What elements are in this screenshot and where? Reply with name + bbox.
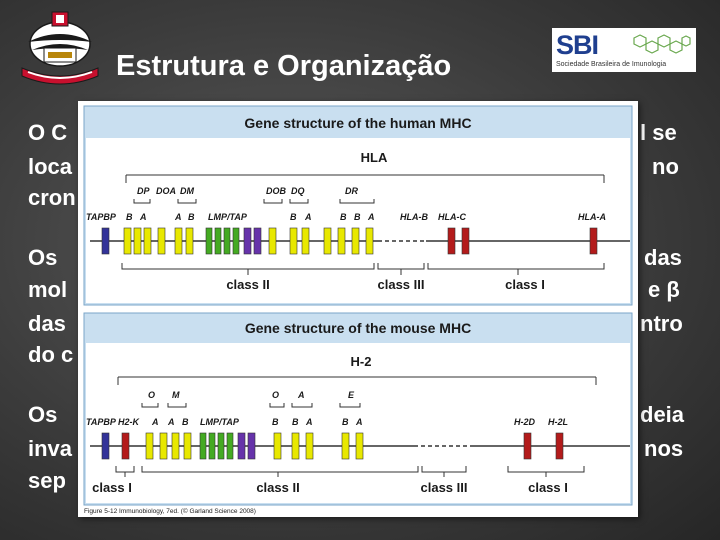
- gene-label: LMP/TAP: [208, 212, 247, 222]
- gene-group-label: M: [172, 390, 180, 400]
- gene-block-tapbp: [102, 228, 109, 254]
- gene-label: H-2L: [548, 417, 568, 427]
- gene-group-label: E: [348, 390, 355, 400]
- class-label: class I: [528, 480, 568, 495]
- gene-group-label: DR: [345, 186, 358, 196]
- gene-group-label: DM: [180, 186, 194, 196]
- gene-label: B: [340, 212, 347, 222]
- body-text-fragment: do c: [28, 342, 74, 367]
- body-text-fragment: sep: [28, 468, 66, 493]
- gene-group-label: O: [272, 390, 280, 400]
- gene-label: A: [305, 212, 312, 222]
- body-text-fragment: inva: [28, 436, 73, 461]
- gene-label: TAPBP: [86, 212, 116, 222]
- mhc-figure: [78, 101, 638, 517]
- molecule-icon: [628, 34, 692, 60]
- class-label: class I: [505, 277, 545, 292]
- class-label: class II: [256, 480, 300, 495]
- university-emblem-icon: [14, 8, 106, 94]
- mhc-diagram: [78, 101, 638, 517]
- figure-caption: Figure 5-12 Immunobiology, 7ed. (© Garland Science 2008): [84, 508, 256, 515]
- gene-label: B: [290, 212, 297, 222]
- human-locus-label: HLA: [360, 150, 388, 165]
- gene-label: A: [368, 212, 375, 222]
- gene-label: B: [342, 417, 349, 427]
- gene-label: HLA-A: [578, 212, 606, 222]
- human-mhc-title: Gene structure of the human MHC: [244, 115, 472, 131]
- gene-group-label: DOB: [266, 186, 286, 196]
- gene-label: A: [168, 417, 175, 427]
- body-text-fragment: mol: [28, 277, 68, 302]
- body-text-fragment: Os: [28, 245, 58, 270]
- sbi-brand: SBI: [556, 30, 599, 60]
- gene-label: H2-K: [118, 417, 140, 427]
- gene-label: HLA-C: [438, 212, 466, 222]
- gene-label: TAPBP: [86, 417, 116, 427]
- gene-label: A: [356, 417, 363, 427]
- slide-title: Estrutura e Organização: [116, 50, 452, 82]
- body-text-fragment: nos: [644, 436, 684, 461]
- gene-label: B: [354, 212, 361, 222]
- body-text-fragment: ntro: [640, 311, 683, 336]
- gene-label: A: [306, 417, 313, 427]
- body-text-fragment: no: [652, 154, 679, 179]
- body-text-fragment: l se: [640, 120, 677, 145]
- body-text-fragment: e β: [648, 277, 680, 302]
- body-text-fragment: loca: [28, 154, 73, 179]
- gene-label: B: [126, 212, 133, 222]
- class-label: class I: [92, 480, 132, 495]
- body-text-fragment: das: [644, 245, 682, 270]
- gene-label: B: [272, 417, 279, 427]
- gene-label: A: [140, 212, 147, 222]
- class-label: class III: [377, 277, 425, 292]
- gene-group-label: A: [298, 390, 305, 400]
- body-text-fragment: O C: [28, 120, 68, 145]
- gene-label: B: [188, 212, 195, 222]
- gene-group-label: DQ: [291, 186, 305, 196]
- mouse-locus-label: H-2: [350, 354, 372, 369]
- gene-label: A: [152, 417, 159, 427]
- body-text-fragment: das: [28, 311, 66, 336]
- class-label: class II: [226, 277, 270, 292]
- gene-group-label: DOA: [156, 186, 176, 196]
- gene-label: HLA-B: [400, 212, 428, 222]
- gene-group-label: DP: [137, 186, 150, 196]
- sbi-logo: [552, 28, 696, 72]
- body-text-fragment: deia: [640, 402, 685, 427]
- gene-group-label: O: [148, 390, 156, 400]
- sbi-subtitle: Sociedade Brasileira de Imunologia: [556, 61, 667, 68]
- gene-label: H-2D: [514, 417, 536, 427]
- mouse-mhc-title: Gene structure of the mouse MHC: [244, 320, 472, 336]
- body-text-fragment: cron: [28, 185, 76, 210]
- gene-label: B: [292, 417, 299, 427]
- body-text-fragment: Os: [28, 402, 58, 427]
- gene-label: LMP/TAP: [200, 417, 239, 427]
- gene-label: A: [175, 212, 182, 222]
- class-label: class III: [420, 480, 468, 495]
- gene-label: B: [182, 417, 189, 427]
